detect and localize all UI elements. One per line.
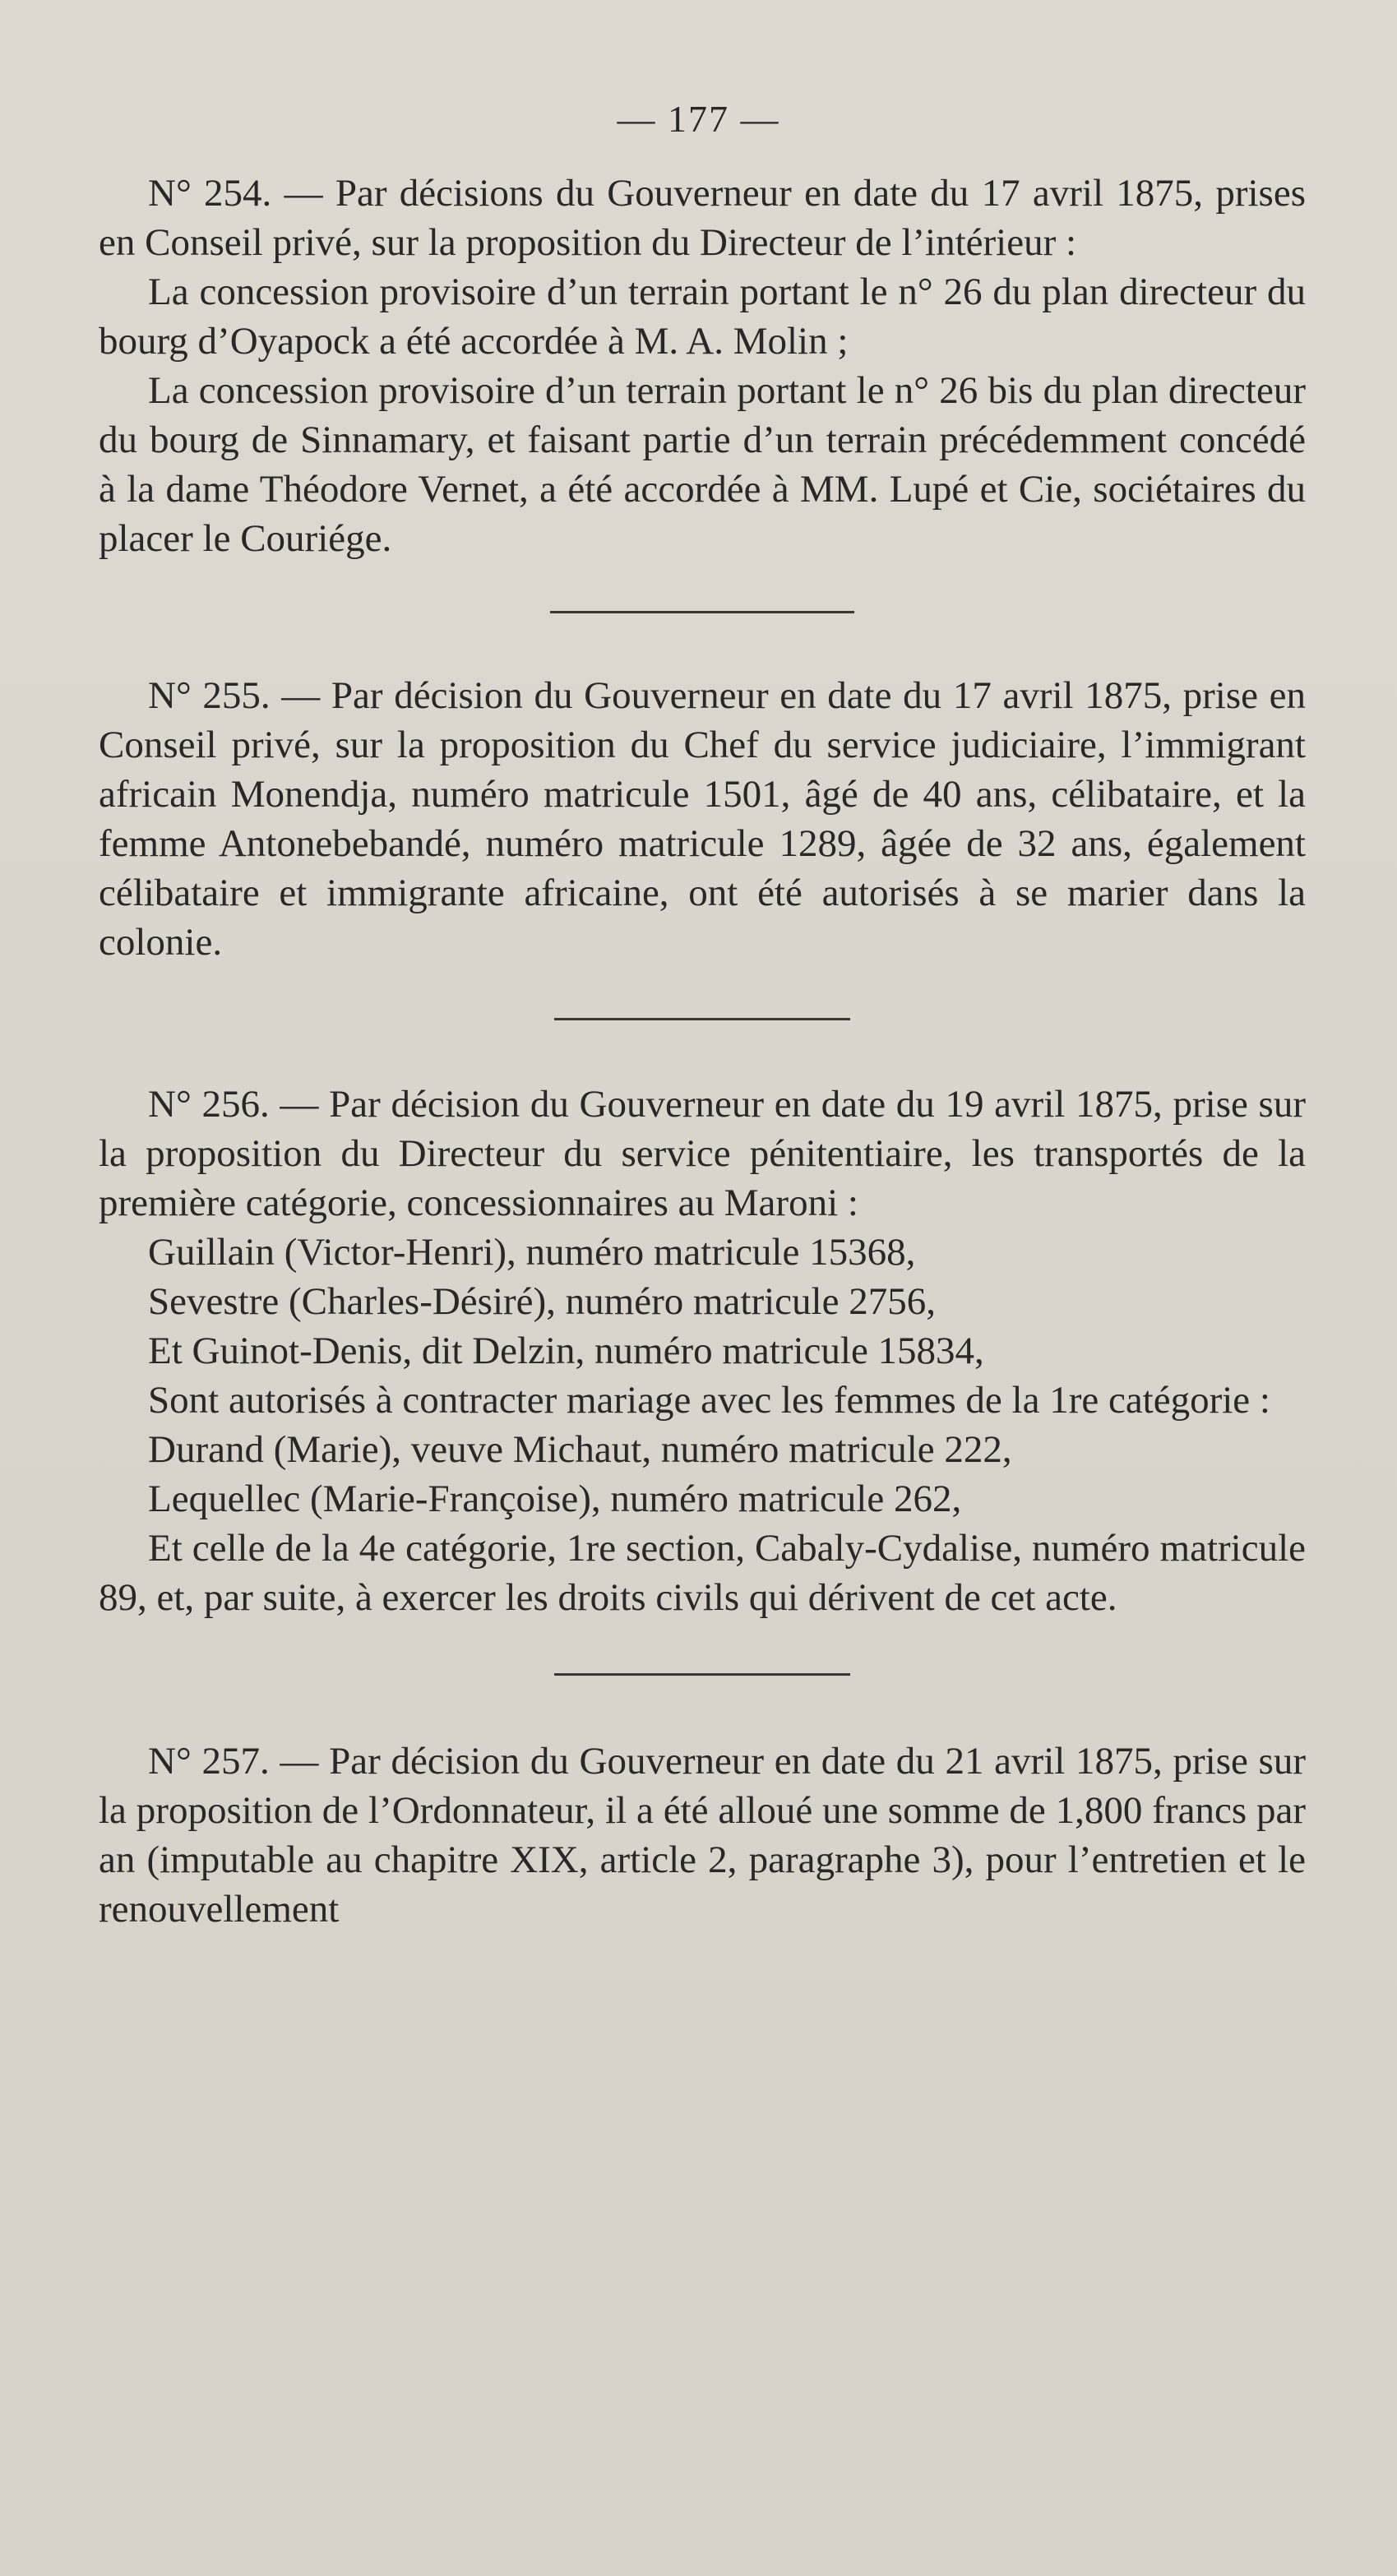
entry-256-authorization: Sont autorisés à contracter mariage avec les femmes de la 1re catégorie :	[148, 1379, 1270, 1422]
entry-256-durand: Durand (Marie), veuve Michaut, numéro matricule 222,	[148, 1428, 1012, 1471]
entry-256-lequellec: Lequellec (Marie-Françoise), numéro matricule 262,	[148, 1478, 962, 1520]
entry-255	[99, 671, 1306, 967]
section-divider	[554, 1673, 850, 1676]
entry-254-intro: N° 254. — Par décisions du Gouverneur en date du 17 avril 1875, prises en Conseil privé, sur la proposition du Directeur de l’intérieur :	[99, 172, 1306, 264]
entry-256-guinot: Et Guinot-Denis, dit Delzin, numéro matricule 15834,	[148, 1330, 984, 1372]
entry-256-sevestre: Sevestre (Charles-Désiré), numéro matricule 2756,	[148, 1280, 936, 1323]
entry-256-guillain: Guillain (Victor-Henri), numéro matricule 15368,	[148, 1231, 916, 1274]
entry-256-intro: N° 256. — Par décision du Gouverneur en date du 19 avril 1875, prise sur la proposition du Directeur du service pénitentiaire, les transportés de la première catégorie, concessionnaires au Maroni :	[99, 1083, 1306, 1224]
document-body	[99, 169, 1306, 1934]
entry-254-concession-oyapock: La concession provisoire d’un terrain portant le n° 26 du plan directeur du bourg d’Oyapock a été accordée à M. A. Molin ;	[99, 271, 1306, 363]
entry-257-text: N° 257. — Par décision du Gouverneur en date du 21 avril 1875, prise sur la proposition de l’Ordonnateur, il a été alloué une somme de 1,800 francs par an (imputable au chapitre XIX, article 2, paragraphe 3), pour l’entretien et le renouvellement	[99, 1740, 1306, 1931]
entry-254-concession-sinnamary: La concession provisoire d’un terrain portant le n° 26 bis du plan directeur du bourg de Sinnamary, et faisant partie d’un terrain précédemment concédé à la dame Théodore Vernet, a été accordée à MM. Lupé et Cie, sociétaires du placer le Couriége.	[99, 369, 1306, 560]
entry-257	[99, 1737, 1306, 1934]
entry-254	[99, 169, 1306, 563]
entry-255-text: N° 255. — Par décision du Gouverneur en date du 17 avril 1875, prise en Conseil privé, sur la proposition du Chef du service judiciaire, l’immigrant africain Monendja, numéro matricule 1501, âgé de 40 ans, célibataire, et la femme Antonebebandé, numéro matricule 1289, âgée de 32 ans, également célibataire et immigrante africaine, ont été autorisés à se marier dans la colonie.	[99, 674, 1306, 964]
entry-256-cabaly: Et celle de la 4e catégorie, 1re section, Cabaly-Cydalise, numéro matricule 89, et, par suite, à exercer les droits civils qui dérivent de cet acte.	[99, 1527, 1306, 1619]
page-number: — 177 —	[617, 98, 780, 140]
entry-256	[99, 1080, 1306, 1622]
section-divider	[554, 1018, 850, 1020]
section-divider	[550, 611, 854, 613]
